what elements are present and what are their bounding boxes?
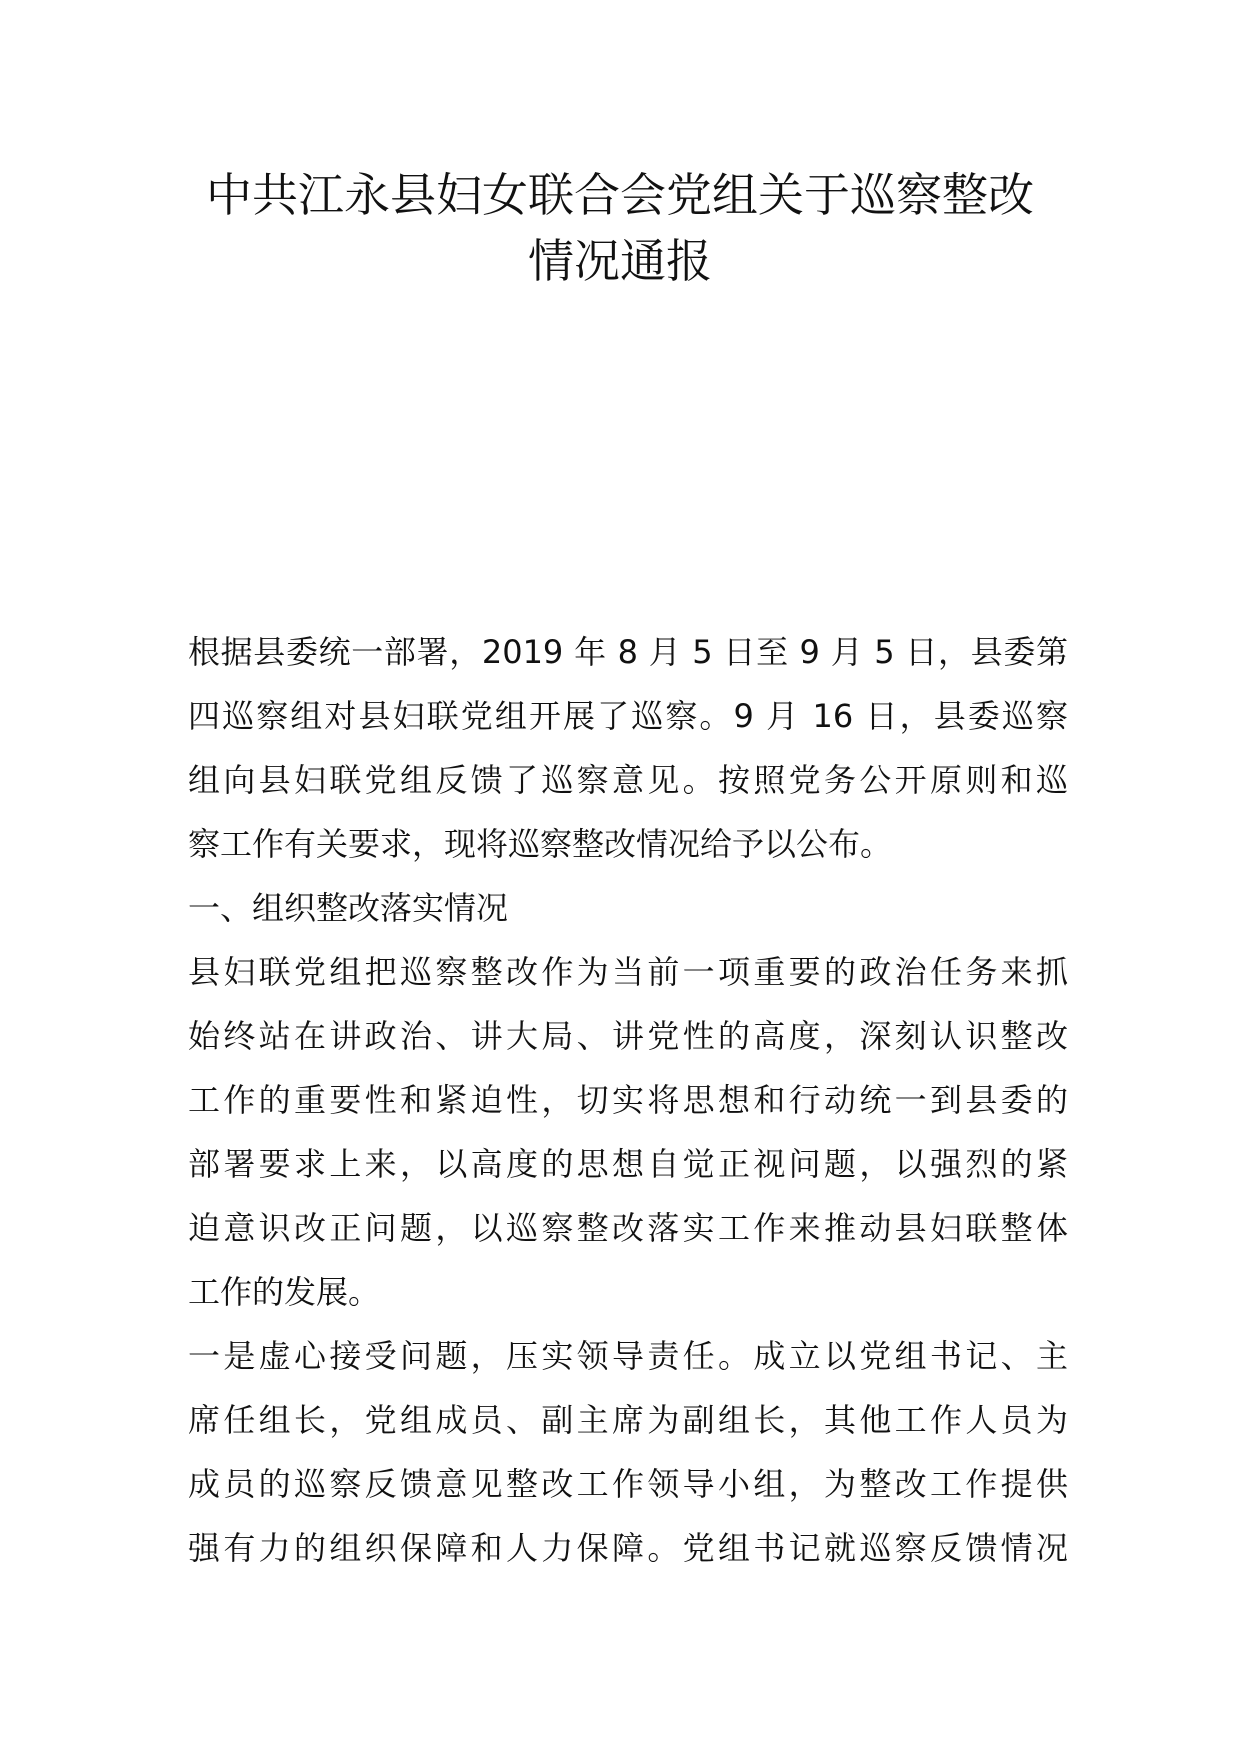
body-line: 工作的发展。 xyxy=(188,1273,381,1311)
body-line: 一是虚心接受问题，压实领导责任。成立以党组书记、主 xyxy=(188,1337,1068,1375)
body-line: 工作的重要性和紧迫性，切实将思想和行动统一到县委的 xyxy=(188,1081,1068,1119)
body-line: 强有力的组织保障和人力保障。党组书记就巡察反馈情况 xyxy=(188,1529,1068,1567)
body-line: 根据县委统一部署，2019 年 8 月 5 日至 9 月 5 日，县委第 xyxy=(188,633,1068,671)
title-line: 情况通报 xyxy=(528,234,712,288)
body-line: 成员的巡察反馈意见整改工作领导小组，为整改工作提供 xyxy=(188,1465,1068,1503)
body-line: 四巡察组对县妇联党组开展了巡察。9 月 16 日，县委巡察 xyxy=(188,697,1068,735)
body-line: 始终站在讲政治、讲大局、讲党性的高度，深刻认识整改 xyxy=(188,1017,1068,1055)
document-title xyxy=(150,162,1090,294)
document-body xyxy=(188,620,1068,1580)
body-line: 迫意识改正问题，以巡察整改落实工作来推动县妇联整体 xyxy=(188,1209,1068,1247)
section-heading: 一、组织整改落实情况 xyxy=(188,889,509,927)
body-line: 席任组长，党组成员、副主席为副组长，其他工作人员为 xyxy=(188,1401,1068,1439)
body-line: 组向县妇联党组反馈了巡察意见。按照党务公开原则和巡 xyxy=(188,761,1068,799)
body-line: 县妇联党组把巡察整改作为当前一项重要的政治任务来抓 xyxy=(188,953,1068,991)
body-line: 察工作有关要求，现将巡察整改情况给予以公布。 xyxy=(188,825,893,863)
title-line: 中共江永县妇女联合会党组关于巡察整改 xyxy=(206,168,1034,222)
body-line: 部署要求上来，以高度的思想自觉正视问题，以强烈的紧 xyxy=(188,1145,1068,1183)
